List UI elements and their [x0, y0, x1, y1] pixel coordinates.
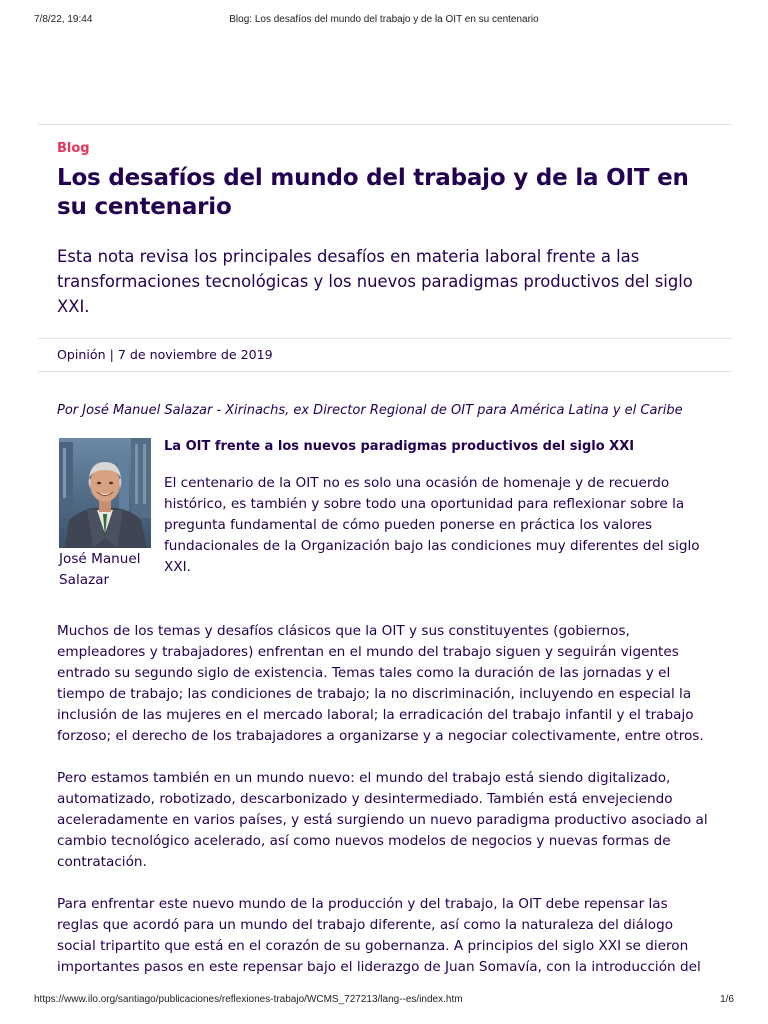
- article-lead: Esta nota revisa los principales desafíos en materia laboral frente a las transformaciones tecnológicas y los nuevos paradigmas productivos del siglo XXI.: [57, 247, 693, 316]
- print-page-number: 1/6: [720, 994, 734, 1005]
- intro-paragraph: El centenario de la OIT no es solo una ocasión de homenaje y de recuerdo histórico, es también y sobre todo una oportunidad para reflexionar sobre la pregunta fundamental de cómo pueden ponerse en práctica los valores fundacionales de la Organización bajo las condiciones muy diferentes del siglo XXI.: [164, 475, 700, 575]
- section-heading: La OIT frente a los nuevos paradigmas productivos del siglo XXI: [164, 439, 635, 454]
- author-portrait-image: [59, 438, 151, 548]
- meta-divider-bottom: [38, 371, 732, 372]
- author-photo: [59, 438, 151, 548]
- meta-section: [38, 338, 732, 372]
- print-url: https://www.ilo.org/santiago/publicaciones/reflexiones-trabajo/WCMS_727213/lang--es/index.htm: [34, 994, 463, 1005]
- print-header: [34, 14, 734, 28]
- article-meta: Opinión | 7 de noviembre de 2019: [57, 347, 273, 362]
- article: [38, 124, 732, 978]
- author-photo-caption: José Manuel Salazar: [59, 551, 141, 588]
- print-page-title: Blog: Los desafíos del mundo del trabajo y de la OIT en su centenario: [229, 14, 539, 25]
- body-paragraph-3: Para enfrentar este nuevo mundo de la producción y del trabajo, la OIT debe repensar las reglas que acordó para un mundo del trabajo diferente, así como la naturaleza del diálogo social tripartito que está en el corazón de su gobernanza. A principios del siglo XXI se dieron importantes pasos en este repensar bajo el liderazgo de Juan Somavía, con la introducción del: [57, 896, 701, 975]
- intro-section: [164, 438, 714, 578]
- print-footer: [34, 994, 734, 1008]
- article-byline: Por José Manuel Salazar - Xirinachs, ex Director Regional de OIT para América Latina y el Caribe: [57, 403, 683, 418]
- blog-category-link[interactable]: Blog: [57, 141, 90, 156]
- body-paragraph-1: Muchos de los temas y desafíos clásicos que la OIT y sus constituyentes (gobiernos, empleadores y trabajadores) enfrentan en el mundo del trabajo siguen y seguirán vigentes entrado su segundo siglo de existencia. Temas tales como la duración de las jornadas y el tiempo de trabajo; las condiciones de trabajo; la no discriminación, incluyendo en especial la inclusión de las mujeres en el mercado laboral; la erradicación del trabajo infantil y el trabajo forzoso; el derecho de los trabajadores a organizarse y a negociar colectivamente, entre otros.: [57, 623, 704, 744]
- top-divider: [38, 124, 732, 125]
- body-paragraph-2: Pero estamos también en un mundo nuevo: el mundo del trabajo está siendo digitalizado, automatizado, robotizado, descarbonizado y desintermediado. También está envejeciendo aceleradamente en varios países, y está surgiendo un nuevo paradigma productivo asociado al cambio tecnológico acelerado, así como nuevos modelos de negocios y nuevas formas de contratación.: [57, 770, 708, 870]
- print-datetime: 7/8/22, 19:44: [34, 14, 93, 25]
- article-title: Los desafíos del mundo del trabajo y de la OIT en su centenario: [57, 165, 689, 220]
- author-block: [57, 438, 712, 590]
